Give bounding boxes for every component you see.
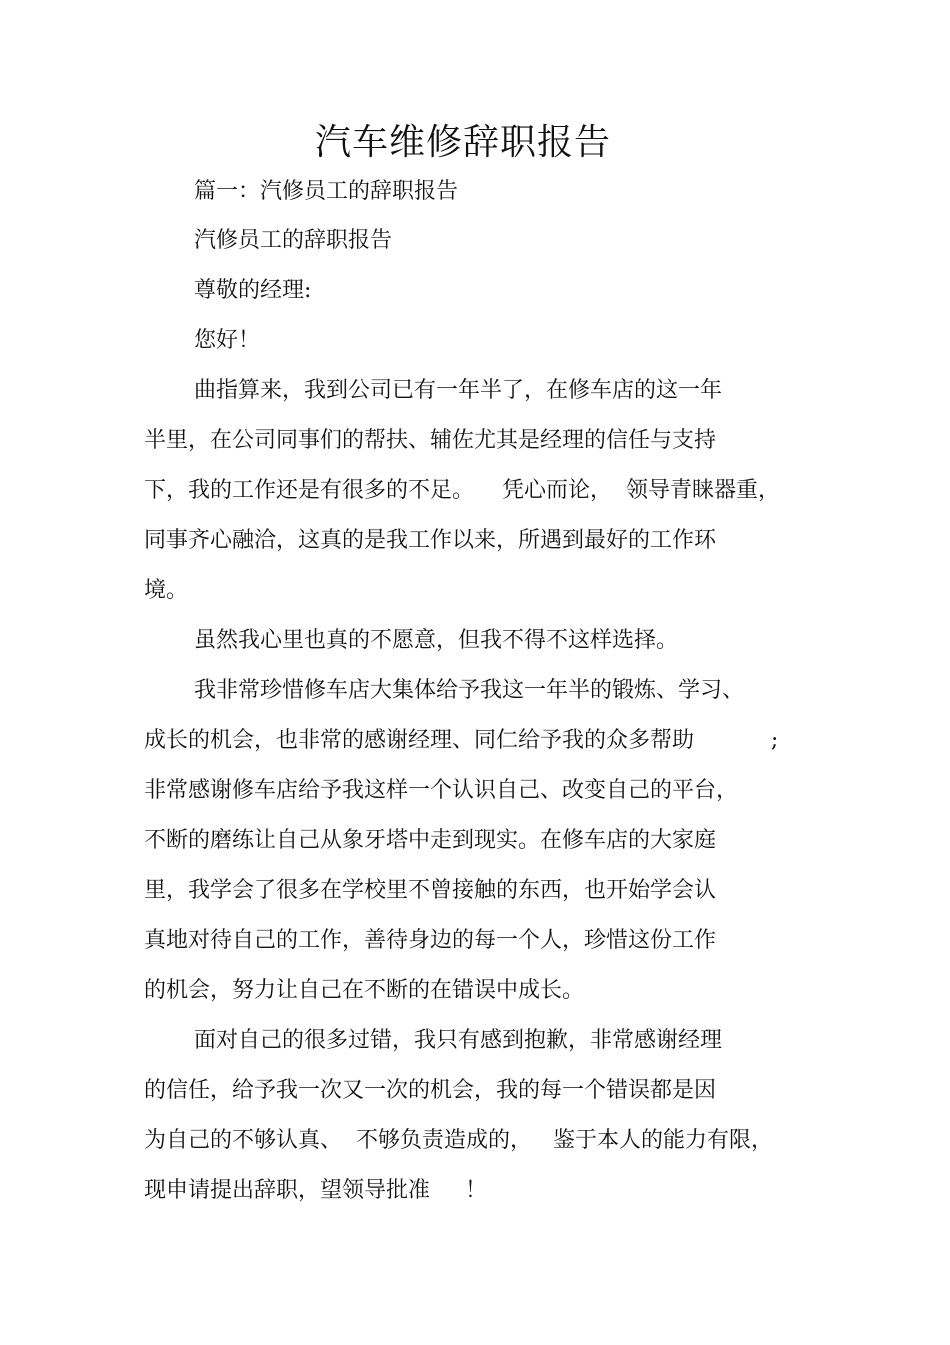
text-line: 境。 [144,578,189,603]
text-line: 我非常珍惜修车店大集体给予我这一年半的锻炼、学习、 [194,678,745,703]
text-line: 篇一：汽修员工的辞职报告 [194,179,459,204]
text-line: 真地对待自己的工作，善待身边的每一个人，珍惜这份工作 [144,928,717,953]
text-line: 尊敬的经理: [194,278,312,303]
text-line: 虽然我心里也真的不愿意，但我不得不这样选择。 [194,628,679,653]
text-line: 下，我的工作还是有很多的不足。 凭心而论， 领导青睐器重， [144,478,780,503]
text-line: 曲指算来，我到公司已有一年半了，在修车店的这一年 [194,378,723,403]
text-line: 非常感谢修车店给予我这样一个认识自己、改变自己的平台， [144,778,739,803]
text-line: 的信任，给予我一次又一次的机会，我的每一个错误都是因 [144,1078,717,1103]
text-line: 里，我学会了很多在学校里不曾接触的东西，也开始学会认 [144,878,717,903]
text-line: 面对自己的很多过错，我只有感到抱歉，非常感谢经理 [194,1028,723,1053]
text-line: 现申请提出辞职，望领导批准 ！ [144,1178,487,1203]
text-line: 半里，在公司同事们的帮扶、辅佐尤其是经理的信任与支持 [144,428,717,453]
text-line: 您好！ [194,328,261,353]
text-line: 不断的磨练让自己从象牙塔中走到现实。在修车店的大家庭 [144,828,717,853]
text-line: 的机会，努力让自己在不断的在错误中成长。 [144,978,585,1003]
text-line: 同事齐心融洽，这真的是我工作以来，所遇到最好的工作环 [144,528,717,553]
text-line: 成长的机会，也非常的感谢经理、同仁给予我的众多帮助 ; [144,728,779,753]
document-title: 汽车维修辞职报告 [314,122,611,163]
text-line: 汽修员工的辞职报告 [194,228,393,253]
text-line: 为自己的不够认真、 不够负责造成的， 鉴于本人的能力有限， [144,1128,773,1153]
